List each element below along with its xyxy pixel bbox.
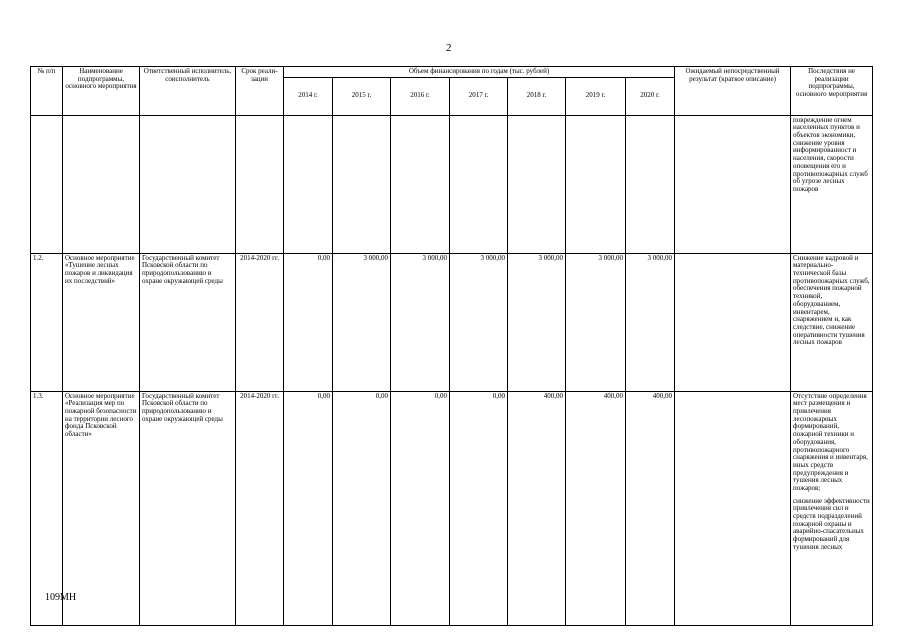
row-name: Основное мероприятие «Реализация мер по пожарной безопасности на территории лесного фонда Псковской области» <box>63 391 140 625</box>
row-value: 3 000,00 <box>508 253 566 391</box>
header-year: 2015 г. <box>333 77 391 115</box>
footer-code: 109МН <box>45 592 77 603</box>
table-row <box>31 253 873 391</box>
row-consequences <box>791 391 873 625</box>
row-name: Основное мероприятие «Тушение лесных пожаров и ликвидация их последствий» <box>63 253 140 391</box>
row-no: 1.2. <box>31 253 63 391</box>
row-value: 3 000,00 <box>626 253 675 391</box>
row-consequences: Снижение кадровой и материально-технической базы противопожарных служб, обеспечения пожарной техникой, оборудованием, инвентарем, снаряжением и, как следствие, снижение оперативности тушения лесных пожаров <box>791 253 873 391</box>
row-value <box>566 115 626 253</box>
row-value: 0,00 <box>450 391 508 625</box>
row-responsible: Государственный комитет Псковской области по природопользованию и охране окружающей среды <box>140 391 236 625</box>
row-value: 3 000,00 <box>566 253 626 391</box>
row-value: 0,00 <box>391 391 450 625</box>
header-year: 2019 г. <box>566 77 626 115</box>
row-value: 0,00 <box>284 253 333 391</box>
header-responsible: Ответственный исполнитель, соисполнитель <box>140 67 236 116</box>
row-value: 3 000,00 <box>333 253 391 391</box>
header-consequences: Последствия не реализации подпрограммы, основного мероприятия <box>791 67 873 116</box>
row-value <box>626 115 675 253</box>
row-responsible: Государственный комитет Псковской области по природопользованию и охране окружающей среды <box>140 253 236 391</box>
row-result <box>675 115 791 253</box>
header-year: 2014 г. <box>284 77 333 115</box>
row-name <box>63 115 140 253</box>
row-result <box>675 391 791 625</box>
consequence-text: снижение эффективности привлечения сил и средств подразделений пожарной охраны и аварийно-спасательных формирований для тушения лесных <box>793 496 870 551</box>
row-term <box>236 115 284 253</box>
row-value <box>508 115 566 253</box>
row-value <box>391 115 450 253</box>
header-name: Наименование подпрограммы, основного мероприятия <box>63 67 140 116</box>
row-term: 2014-2020 гг. <box>236 391 284 625</box>
row-value: 0,00 <box>284 391 333 625</box>
header-year: 2016 г. <box>391 77 450 115</box>
row-value: 3 000,00 <box>391 253 450 391</box>
row-term: 2014-2020 гг. <box>236 253 284 391</box>
header-year: 2020 г. <box>626 77 675 115</box>
row-value: 400,00 <box>566 391 626 625</box>
row-value: 400,00 <box>508 391 566 625</box>
page-number: 2 <box>446 42 452 54</box>
row-value: 0,00 <box>333 391 391 625</box>
row-consequences: повреждение огнем населенных пунктов и объектов экономики, снижение уровня информированност и населения, скорости оповещения его и противопожарных служб об угрозе лесных пожаров <box>791 115 873 253</box>
row-value <box>333 115 391 253</box>
header-term: Срок реали-зации <box>236 67 284 116</box>
consequence-text: Отсутствие определения мест размещения и привлечения лесопожарных формирований, пожарной техники и оборудования, противопожарного снаряжения и инвентаря, иных средств предупреждения и тушения лесных пожаров; <box>793 391 868 492</box>
header-no: № п/п <box>31 67 63 116</box>
row-no: 1.3. <box>31 391 63 625</box>
header-funding: Объем финансирования по годам (тыс. рублей) <box>284 67 675 78</box>
header-year: 2017 г. <box>450 77 508 115</box>
funding-table <box>30 66 873 626</box>
row-no <box>31 115 63 253</box>
row-value: 3 000,00 <box>450 253 508 391</box>
table-row <box>31 115 873 253</box>
header-year: 2018 г. <box>508 77 566 115</box>
row-value: 400,00 <box>626 391 675 625</box>
table-row <box>31 391 873 625</box>
row-result <box>675 253 791 391</box>
header-result: Ожидаемый непосредственный результат (краткое описание) <box>675 67 791 116</box>
row-responsible <box>140 115 236 253</box>
row-value <box>450 115 508 253</box>
row-value <box>284 115 333 253</box>
